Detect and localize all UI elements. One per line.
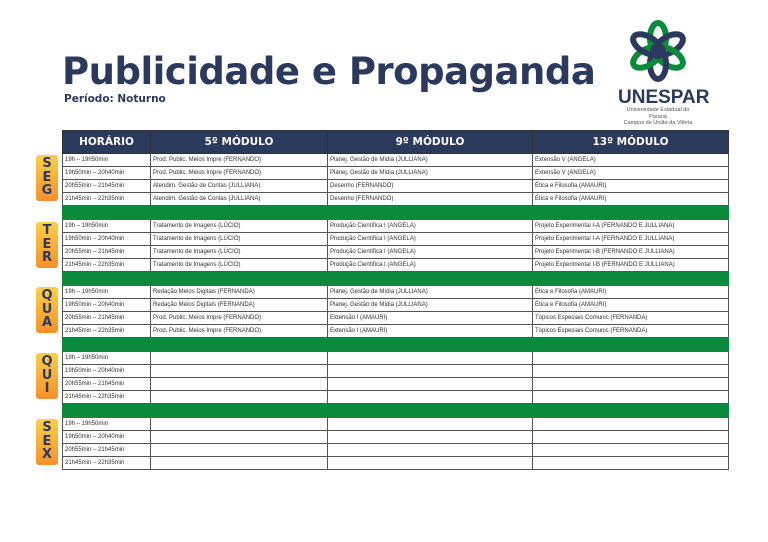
table-row	[63, 325, 729, 338]
class-cell: Prod. Public. Meios Impre (FERNANDO)	[151, 325, 328, 338]
class-cell	[533, 457, 729, 470]
class-cell: Redação Meios Digitais (FERNANDA)	[151, 299, 328, 312]
table-row	[63, 312, 729, 325]
time-cell: 19h50min – 20h40min	[63, 365, 151, 378]
day-label-text: SEX	[41, 420, 53, 462]
separator-cell	[63, 404, 729, 418]
class-cell: Tratamento de Imagens (LÚCIO)	[151, 233, 328, 246]
table-row	[63, 220, 729, 233]
class-cell: Atendim. Gestão de Contas (JULLIANA)	[151, 193, 328, 206]
class-cell: Tópicos Especiais Comunic (FERNANDA)	[533, 312, 729, 325]
table-row	[63, 444, 729, 457]
class-cell: Ética e Filosofia (AMAURI)	[533, 286, 729, 299]
class-cell: Produção Científica I (ANGELA)	[328, 233, 533, 246]
time-cell: 19h50min – 20h40min	[63, 431, 151, 444]
class-cell: Planej. Gestão de Mídia (JULLIANA)	[328, 286, 533, 299]
time-cell: 21h45min – 22h35min	[63, 193, 151, 206]
class-cell	[328, 352, 533, 365]
class-cell: Produção Científica I (ANGELA)	[328, 259, 533, 272]
separator-row	[63, 404, 729, 418]
logo-line1: Universidade Estadual do Paraná	[626, 107, 690, 120]
class-cell: Ética e Filosofia (AMAURI)	[533, 193, 729, 206]
class-cell	[328, 444, 533, 457]
class-cell: Ética e Filosofia (AMAURI)	[533, 299, 729, 312]
separator-cell	[63, 272, 729, 286]
separator-row	[63, 206, 729, 220]
time-cell: 21h45min – 22h35min	[63, 325, 151, 338]
day-label-text: SEG	[41, 156, 53, 198]
class-cell	[533, 378, 729, 391]
time-cell: 20h55min – 21h45min	[63, 312, 151, 325]
class-cell: Prod. Public. Meios Impre (FERNANDO)	[151, 154, 328, 167]
class-cell: Extensão V (ANGELA)	[533, 154, 729, 167]
day-label-ter	[36, 222, 58, 268]
class-cell: Projeto Experimental I-B (FERNANDO E JULLIANA)	[533, 246, 729, 259]
day-label-sex	[36, 419, 58, 465]
time-cell: 21h45min – 22h35min	[63, 457, 151, 470]
separator-row	[63, 272, 729, 286]
class-cell: Produção Científica I (ANGELA)	[328, 246, 533, 259]
table-row	[63, 378, 729, 391]
class-cell: Projeto Experimental I-B (FERNANDO E JULLIANA)	[533, 259, 729, 272]
table-row	[63, 233, 729, 246]
logo-line2: Campus de União da Vitória	[623, 120, 693, 126]
time-cell: 19h50min – 20h40min	[63, 233, 151, 246]
schedule-table	[62, 130, 729, 470]
class-cell	[533, 352, 729, 365]
day-label-text: TER	[41, 223, 52, 265]
table-row	[63, 286, 729, 299]
class-cell	[151, 431, 328, 444]
separator-cell	[63, 206, 729, 220]
day-label-text: QUI	[41, 354, 53, 396]
class-cell	[328, 418, 533, 431]
time-cell: 20h55min – 21h45min	[63, 246, 151, 259]
header-row	[63, 131, 729, 154]
class-cell	[151, 378, 328, 391]
time-cell: 19h50min – 20h40min	[63, 167, 151, 180]
class-cell: Desenho (FERNANDO)	[328, 180, 533, 193]
class-cell	[151, 352, 328, 365]
class-cell: Tratamento de Imagens (LÚCIO)	[151, 220, 328, 233]
class-cell: Extensão I (AMAURI)	[328, 325, 533, 338]
class-cell	[328, 431, 533, 444]
class-cell	[533, 391, 729, 404]
class-cell: Tratamento de Imagens (LÚCIO)	[151, 246, 328, 259]
class-cell	[151, 418, 328, 431]
logo-name: UNESPAR	[618, 87, 710, 108]
time-cell: 21h45min – 22h35min	[63, 391, 151, 404]
class-cell	[533, 444, 729, 457]
class-cell	[151, 444, 328, 457]
page-title: Publicidade e Propaganda	[62, 50, 596, 93]
time-cell: 19h – 19h50min	[63, 286, 151, 299]
class-cell: Extensão I (AMAURI)	[328, 312, 533, 325]
class-cell	[328, 391, 533, 404]
class-cell: Desenho (FERNANDO)	[328, 193, 533, 206]
table-row	[63, 180, 729, 193]
separator-row	[63, 338, 729, 352]
time-cell: 19h50min – 20h40min	[63, 299, 151, 312]
time-cell: 19h – 19h50min	[63, 352, 151, 365]
time-cell: 19h – 19h50min	[63, 418, 151, 431]
class-cell: Extensão V (ANGELA)	[533, 167, 729, 180]
time-cell: 19h – 19h50min	[63, 154, 151, 167]
table-row	[63, 259, 729, 272]
class-cell	[533, 418, 729, 431]
unespar-logo	[618, 20, 710, 126]
header-horario: HORÁRIO	[63, 131, 151, 154]
day-label-text: QUA	[41, 288, 53, 330]
table-row	[63, 352, 729, 365]
table-row	[63, 365, 729, 378]
table-row	[63, 299, 729, 312]
separator-cell	[63, 338, 729, 352]
class-cell	[533, 365, 729, 378]
period-label: Período: Noturno	[64, 93, 166, 105]
class-cell	[533, 431, 729, 444]
table-row	[63, 193, 729, 206]
class-cell: Produção Científica I (ANGELA)	[328, 220, 533, 233]
table-row	[63, 167, 729, 180]
time-cell: 19h – 19h50min	[63, 220, 151, 233]
table-row	[63, 246, 729, 259]
time-cell: 21h45min – 22h35min	[63, 259, 151, 272]
table-row	[63, 418, 729, 431]
time-cell: 20h55min – 21h45min	[63, 378, 151, 391]
class-cell: Prod. Public. Meios Impre (FERNANDO)	[151, 167, 328, 180]
class-cell: Redação Meios Digitais (FERNANDA)	[151, 286, 328, 299]
header-modulo-9: 9º MÓDULO	[328, 131, 533, 154]
table-row	[63, 154, 729, 167]
class-cell: Planej. Gestão de Mídia (JULLIANA)	[328, 154, 533, 167]
header-modulo-5: 5º MÓDULO	[151, 131, 328, 154]
day-label-seg	[36, 155, 58, 201]
day-label-qua	[36, 287, 58, 333]
class-cell: Prod. Public. Meios Impre (FERNANDO)	[151, 312, 328, 325]
header-modulo-13: 13º MÓDULO	[533, 131, 729, 154]
time-cell: 20h55min – 21h45min	[63, 444, 151, 457]
class-cell: Ética e Filosofia (AMAURI)	[533, 180, 729, 193]
class-cell: Projeto Experimental I-A (FERNANDO E JULLIANA)	[533, 233, 729, 246]
class-cell	[328, 457, 533, 470]
unespar-emblem-icon	[627, 20, 689, 82]
table-row	[63, 431, 729, 444]
time-cell: 20h55min – 21h45min	[63, 180, 151, 193]
class-cell	[328, 378, 533, 391]
class-cell: Tratamento de Imagens (LÚCIO)	[151, 259, 328, 272]
class-cell: Atendim. Gestão de Contas (JULLIANA)	[151, 180, 328, 193]
day-label-qui	[36, 353, 58, 399]
class-cell: Tópicos Especiais Comunic (FERNANDA)	[533, 325, 729, 338]
table-row	[63, 457, 729, 470]
table-row	[63, 391, 729, 404]
class-cell	[151, 365, 328, 378]
class-cell	[151, 391, 328, 404]
class-cell: Planej. Gestão de Mídia (JULLIANA)	[328, 299, 533, 312]
class-cell: Projeto Experimental I-A (FERNANDO E JULLIANA)	[533, 220, 729, 233]
class-cell	[151, 457, 328, 470]
class-cell	[328, 365, 533, 378]
class-cell: Planej. Gestão de Mídia (JULLIANA)	[328, 167, 533, 180]
